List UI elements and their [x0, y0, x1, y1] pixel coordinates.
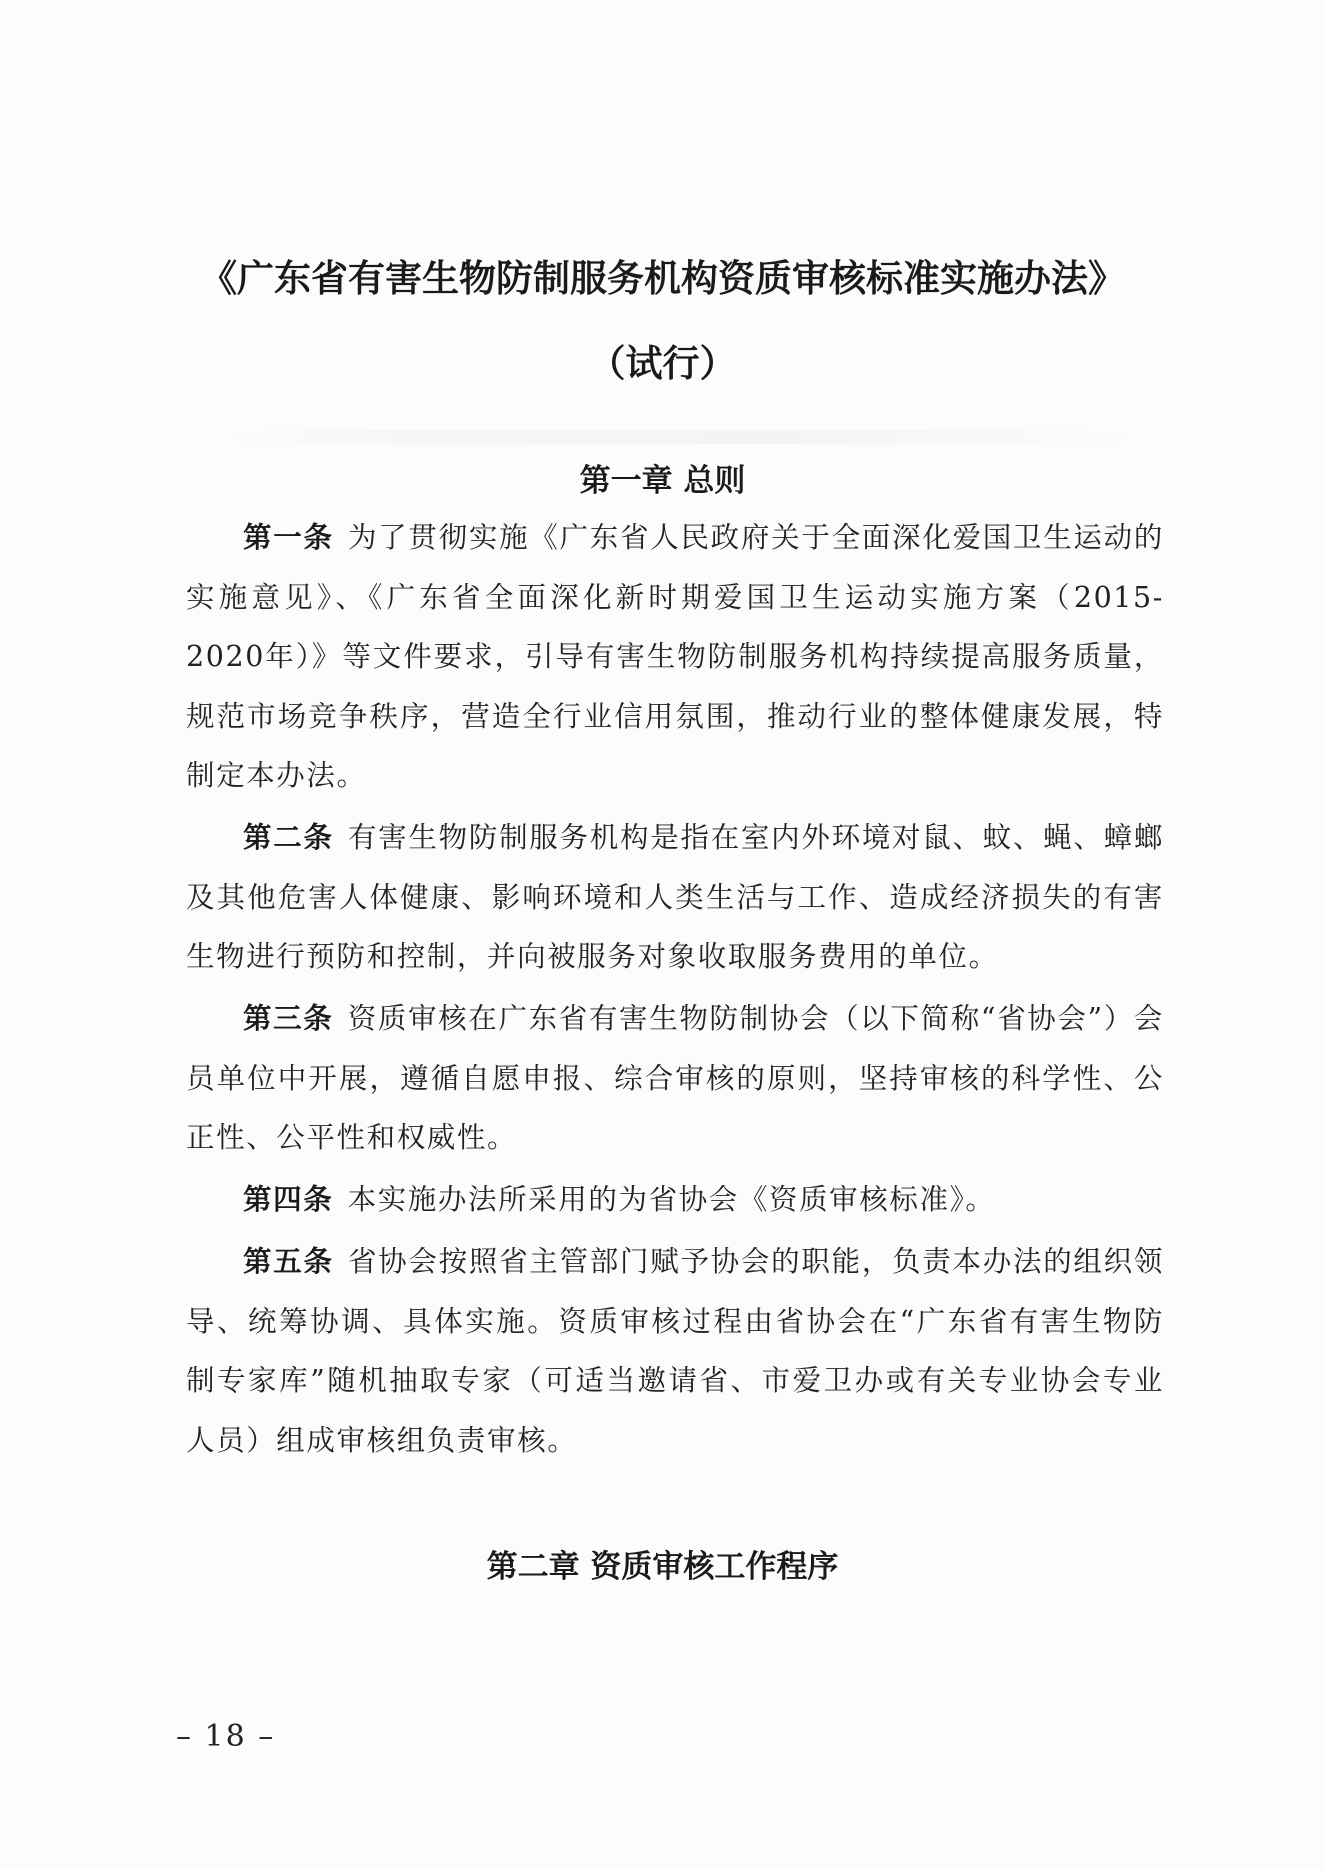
article-3 — [186, 989, 1164, 1168]
chapter-heading-2: 第二章 资质审核工作程序 — [486, 1549, 839, 1585]
page-number: – 18 – — [176, 1719, 276, 1754]
article-1 — [186, 508, 1164, 806]
document-title: 《广东省有害生物防制服务机构资质审核标准实施办法》 — [200, 256, 1125, 300]
article-1-text: 为了贯彻实施《广东省人民政府关于全面深化爱国卫生运动的实施意见》、《广东省全面深化新时期爱国卫生运动实施方案（2015-2020年）》等文件要求，引导有害生物防制服务机构持续提高服务质量，规范市场竞争秩序，营造全行业信用氛围，推动行业的整体健康发展，特制定本办法。 — [186, 521, 1164, 792]
article-2-lead: 第二条 — [243, 821, 334, 854]
document-subtitle: （试行） — [588, 341, 737, 385]
article-2-text: 有害生物防制服务机构是指在室内外环境对鼠、蚊、蝇、蟑螂及其他危害人体健康、影响环境和人类生活与工作、造成经济损失的有害生物进行预防和控制，并向被服务对象收取服务费用的单位。 — [186, 821, 1164, 973]
article-4 — [186, 1170, 1164, 1230]
article-5-text: 省协会按照省主管部门赋予协会的职能，负责本办法的组织领导、统筹协调、具体实施。资质审核过程由省协会在“广东省有害生物防制专家库”随机抽取专家（可适当邀请省、市爱卫办或有关专业协会专业人员）组成审核组负责审核。 — [186, 1245, 1164, 1457]
article-5-lead: 第五条 — [243, 1245, 334, 1278]
article-3-lead: 第三条 — [243, 1002, 334, 1035]
article-2 — [186, 808, 1164, 987]
article-4-lead: 第四条 — [243, 1183, 334, 1216]
article-1-lead: 第一条 — [243, 521, 334, 554]
article-3-text: 资质审核在广东省有害生物防制协会（以下简称“省协会”）会员单位中开展，遵循自愿申报、综合审核的原则，坚持审核的科学性、公正性、公平性和权威性。 — [186, 1002, 1164, 1154]
scan-artifact — [216, 430, 1156, 444]
article-4-text: 本实施办法所采用的为省协会《资质审核标准》。 — [347, 1183, 996, 1216]
article-5 — [186, 1232, 1164, 1470]
chapter-heading-1: 第一章 总则 — [579, 463, 746, 499]
